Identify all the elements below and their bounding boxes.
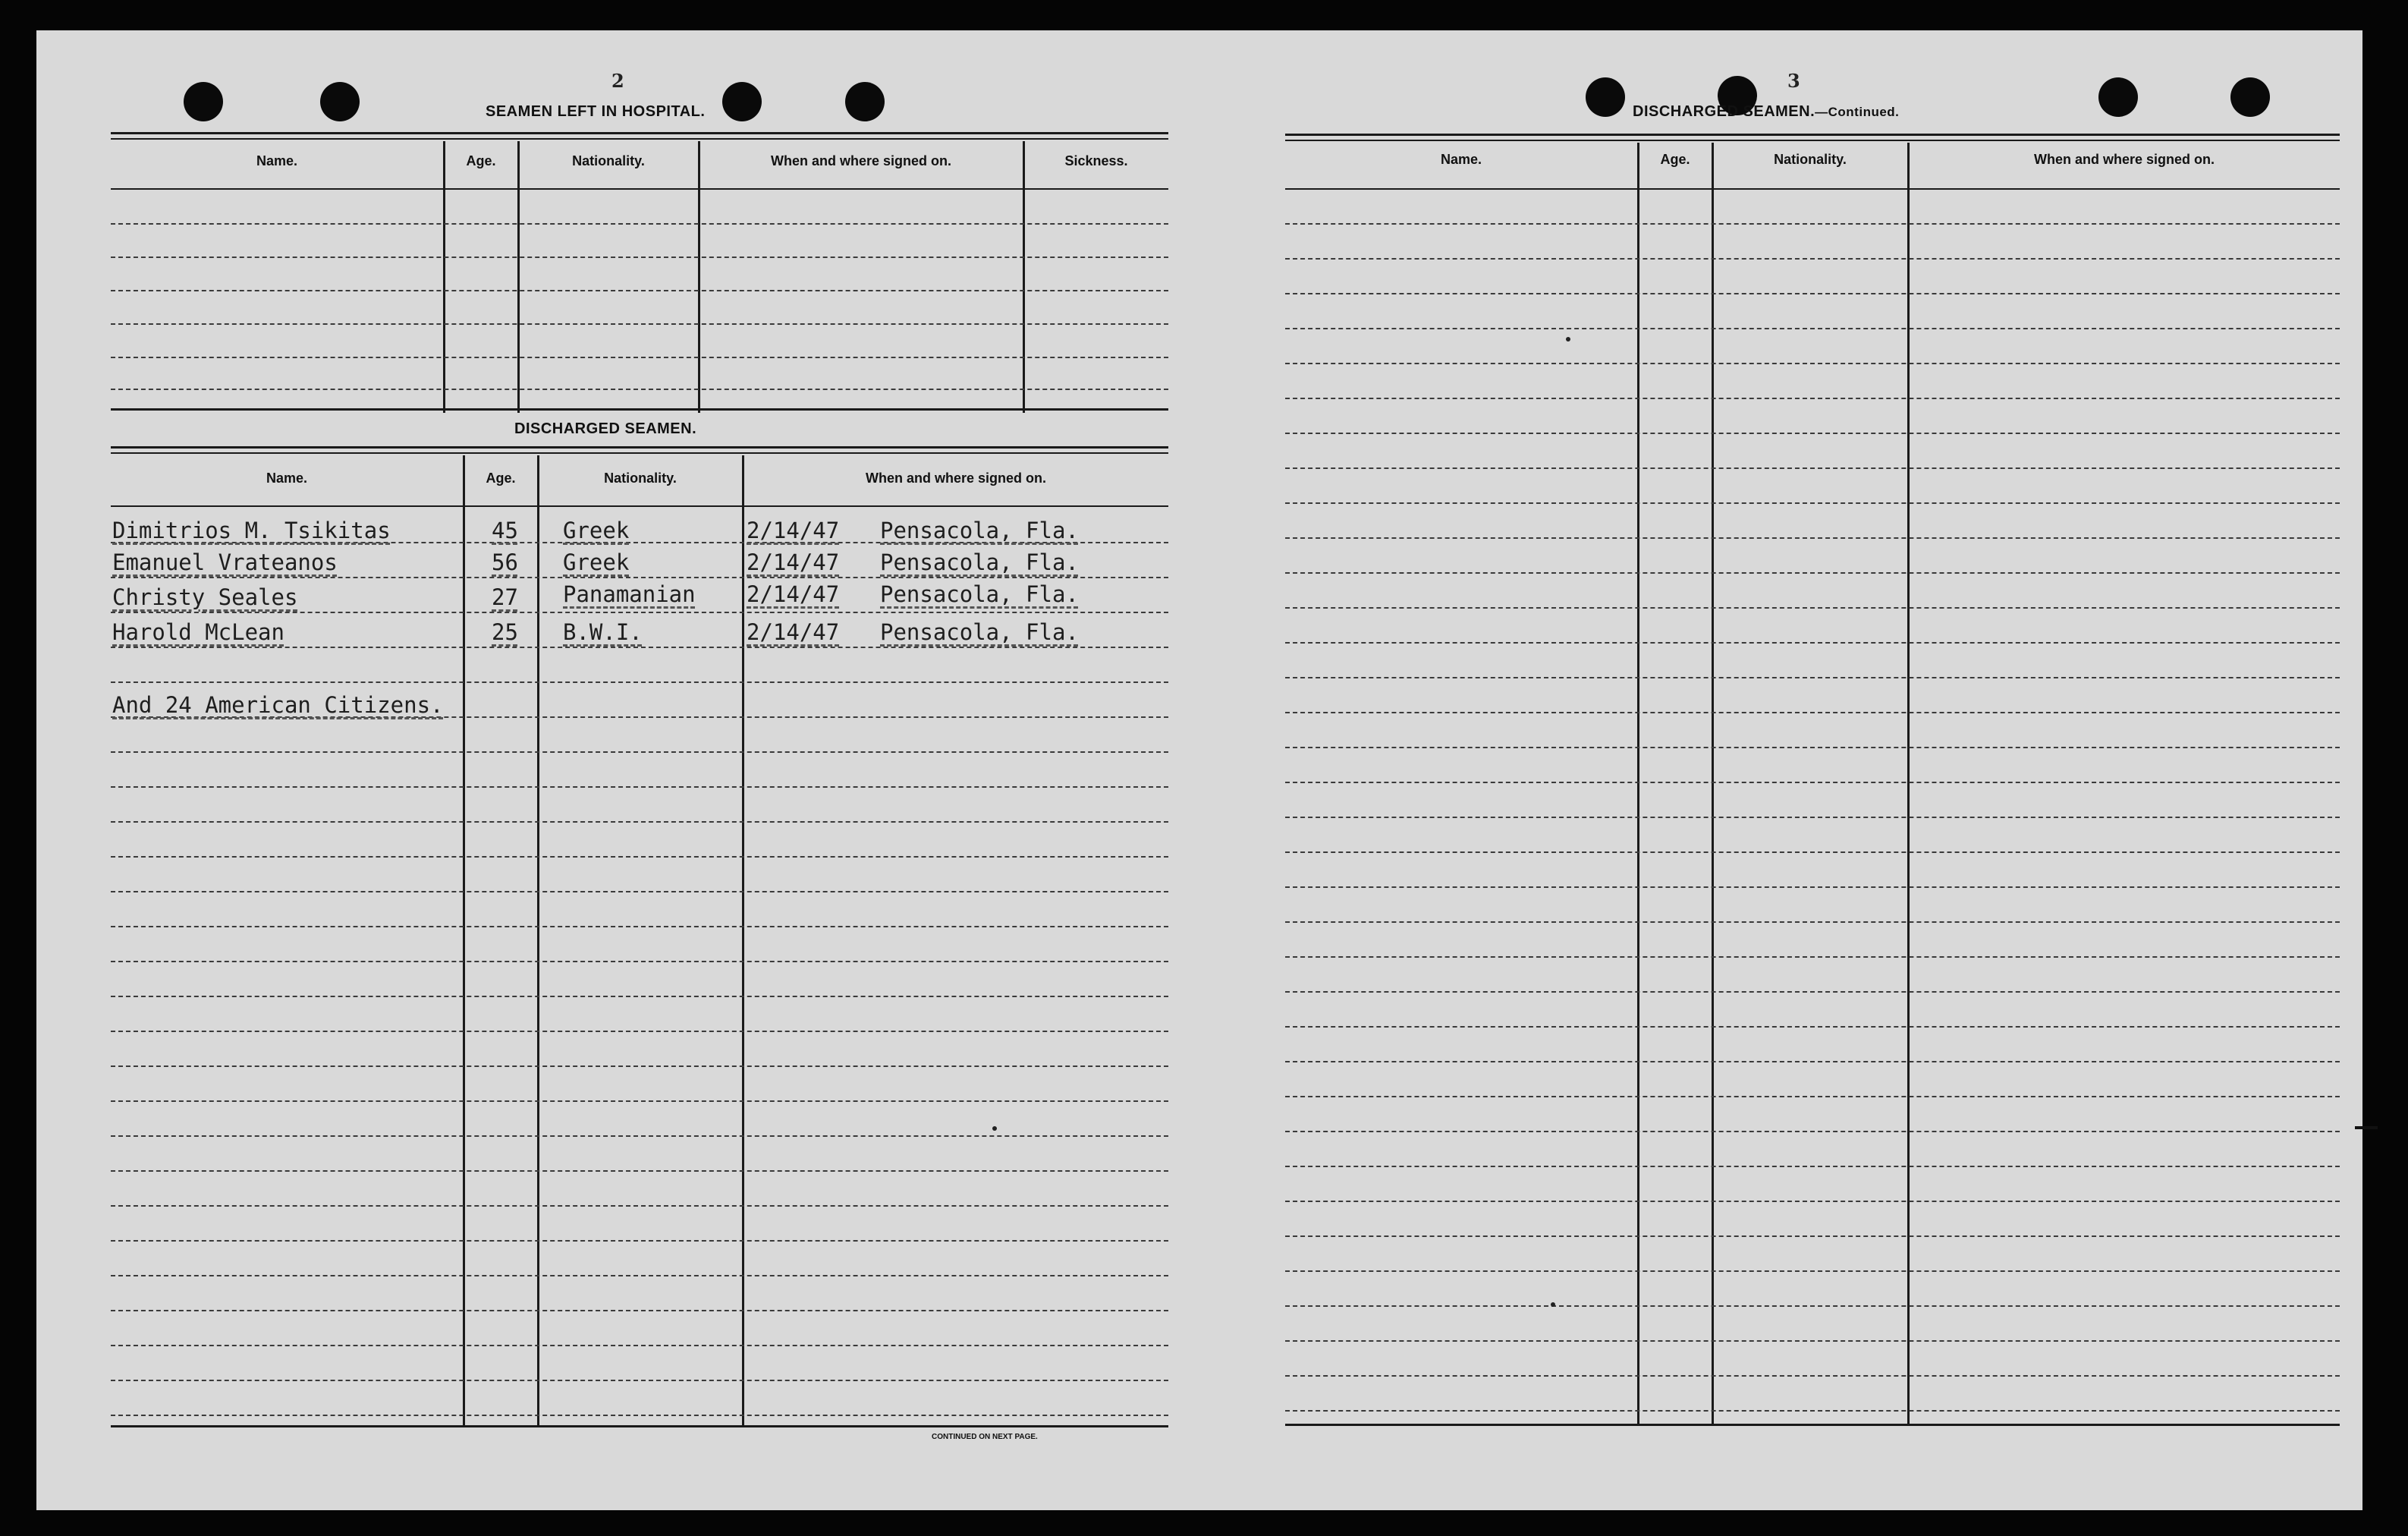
ruled-line: [111, 891, 1168, 892]
ruled-line: [111, 1205, 1168, 1207]
ruled-line: [111, 751, 1168, 753]
ruled-line: [1285, 1235, 2340, 1237]
hospital-col-age: Age.: [466, 153, 496, 168]
ruled-line: [111, 1100, 1168, 1102]
seaman-signed-place: Pensacola, Fla.: [880, 549, 1079, 575]
ruled-line: [1285, 1305, 2340, 1307]
left-page-number: 2: [611, 70, 624, 92]
ruled-line: [1285, 921, 2340, 923]
column-line: [1023, 141, 1025, 413]
divider: [111, 132, 1168, 134]
ruled-line: [1285, 1096, 2340, 1097]
hospital-col-name: Name.: [256, 153, 298, 168]
column-line: [517, 141, 520, 413]
ruled-line: [111, 389, 1168, 390]
column-line: [443, 141, 445, 413]
seaman-signed-date: 2/14/47: [747, 581, 840, 607]
ruled-line: [111, 1031, 1168, 1032]
hospital-col-nationality: Nationality.: [572, 153, 645, 168]
divider: [111, 446, 1168, 449]
seaman-age: 27: [492, 584, 518, 610]
seaman-signed-place: Pensacola, Fla.: [880, 518, 1079, 543]
scan-speck: [992, 1126, 997, 1131]
header-rule: [111, 188, 1168, 190]
ruled-line: [111, 612, 1168, 613]
ruled-line: [1285, 712, 2340, 713]
discharged-col-nationality: Nationality.: [604, 471, 677, 486]
column-line: [537, 455, 539, 1425]
ruled-line: [1285, 1340, 2340, 1342]
divider: [111, 408, 1168, 411]
header-rule: [1285, 188, 2340, 190]
seaman-nationality: Greek: [563, 549, 630, 575]
edge-mark: [2355, 1126, 2378, 1129]
right-page-number: 3: [1787, 70, 1800, 92]
ruled-line: [1285, 1061, 2340, 1062]
seaman-name: Harold McLean: [112, 619, 284, 645]
discharged-section-title: DISCHARGED SEAMEN.: [514, 420, 697, 437]
ruled-line: [111, 290, 1168, 291]
column-line: [742, 455, 744, 1425]
ruled-line: [1285, 607, 2340, 609]
seaman-age: 45: [492, 518, 518, 543]
seaman-signed-date: 2/14/47: [747, 518, 840, 543]
ruled-line: [1285, 1131, 2340, 1132]
ruled-line: [1285, 956, 2340, 958]
ruled-line: [1285, 293, 2340, 294]
seaman-age: 56: [492, 549, 518, 575]
seaman-name: Dimitrios M. Tsikitas: [112, 518, 391, 543]
ruled-line: [111, 1135, 1168, 1137]
ruled-line: [1285, 502, 2340, 504]
discharged-col-signed-on: When and where signed on.: [865, 471, 1047, 486]
punch-hole: [2230, 77, 2270, 117]
seaman-signed-date: 2/14/47: [747, 619, 840, 645]
ruled-line: [111, 257, 1168, 258]
ruled-line: [1285, 1166, 2340, 1167]
right-title-sub: —Continued.: [1815, 105, 1900, 119]
document-sheet: [36, 30, 2362, 1510]
bottom-rule: [111, 1425, 1168, 1427]
ruled-line: [111, 1240, 1168, 1242]
ruled-line: [1285, 851, 2340, 853]
ruled-line: [1285, 886, 2340, 888]
ruled-line: [111, 1065, 1168, 1067]
ruled-line: [1285, 433, 2340, 434]
punch-hole: [320, 82, 360, 121]
american-citizens-note: And 24 American Citizens.: [112, 692, 444, 718]
continued-col-signed-on: When and where signed on.: [2033, 152, 2215, 167]
continued-col-nationality: Nationality.: [1774, 152, 1847, 167]
ruled-line: [111, 1345, 1168, 1346]
seaman-name: Emanuel Vrateanos: [112, 549, 338, 575]
ruled-line: [1285, 1201, 2340, 1202]
ruled-line: [1285, 817, 2340, 818]
ruled-line: [111, 323, 1168, 325]
divider: [1285, 134, 2340, 136]
divider: [1285, 140, 2340, 141]
seaman-nationality: B.W.I.: [563, 619, 643, 645]
ruled-line: [111, 961, 1168, 962]
ruled-line: [111, 996, 1168, 997]
header-rule: [111, 505, 1168, 507]
seaman-signed-date: 2/14/47: [747, 549, 840, 575]
right-section-title: [1633, 103, 1899, 121]
ruled-line: [111, 1275, 1168, 1276]
ruled-line: [111, 357, 1168, 358]
hospital-col-sickness: Sickness.: [1064, 153, 1128, 168]
ruled-line: [1285, 223, 2340, 225]
ruled-line: [111, 1380, 1168, 1381]
ruled-line: [111, 681, 1168, 683]
ruled-line: [1285, 572, 2340, 574]
punch-hole: [845, 82, 885, 121]
punch-hole: [1586, 77, 1625, 117]
seaman-signed-place: Pensacola, Fla.: [880, 619, 1079, 645]
ruled-line: [1285, 1026, 2340, 1028]
ruled-line: [1285, 782, 2340, 783]
ruled-line: [1285, 642, 2340, 644]
ruled-line: [1285, 677, 2340, 678]
ruled-line: [1285, 537, 2340, 539]
ruled-line: [111, 1170, 1168, 1172]
ruled-line: [1285, 1375, 2340, 1377]
ruled-line: [1285, 1270, 2340, 1272]
punch-hole: [2098, 77, 2138, 117]
punch-hole: [722, 82, 762, 121]
ruled-line: [1285, 398, 2340, 399]
right-title-main: DISCHARGED SEAMEN.: [1633, 103, 1815, 120]
ruled-line: [1285, 363, 2340, 364]
ruled-line: [111, 577, 1168, 578]
ruled-line: [111, 223, 1168, 225]
column-line: [698, 141, 700, 413]
column-line: [1907, 143, 1910, 1424]
punch-hole: [184, 82, 223, 121]
ruled-line: [111, 1310, 1168, 1311]
seaman-name: Christy Seales: [112, 584, 298, 610]
ruled-line: [1285, 328, 2340, 329]
column-line: [463, 455, 465, 1425]
hospital-col-signed-on: When and where signed on.: [770, 153, 952, 168]
continued-col-age: Age.: [1660, 152, 1690, 167]
seaman-age: 25: [492, 619, 518, 645]
ruled-line: [111, 786, 1168, 788]
seaman-nationality: Panamanian: [563, 581, 696, 607]
seaman-signed-place: Pensacola, Fla.: [880, 581, 1079, 607]
ruled-line: [111, 1415, 1168, 1416]
column-line: [1637, 143, 1639, 1424]
ruled-line: [1285, 1410, 2340, 1412]
hospital-section-title: SEAMEN LEFT IN HOSPITAL.: [486, 103, 706, 120]
ruled-line: [1285, 991, 2340, 993]
ruled-line: [111, 647, 1168, 648]
scan-speck: [1566, 337, 1570, 342]
divider: [111, 452, 1168, 454]
ruled-line: [111, 821, 1168, 823]
ruled-line: [1285, 747, 2340, 748]
continued-note: CONTINUED ON NEXT PAGE.: [932, 1433, 1038, 1441]
column-line: [1712, 143, 1714, 1424]
ruled-line: [1285, 258, 2340, 260]
ruled-line: [111, 926, 1168, 927]
ruled-line: [1285, 467, 2340, 469]
divider: [111, 138, 1168, 140]
scan-speck: [1551, 1302, 1555, 1307]
ruled-line: [111, 856, 1168, 858]
discharged-col-name: Name.: [266, 471, 308, 486]
continued-col-name: Name.: [1440, 152, 1482, 167]
discharged-col-age: Age.: [486, 471, 516, 486]
bottom-rule: [1285, 1424, 2340, 1426]
seaman-nationality: Greek: [563, 518, 630, 543]
